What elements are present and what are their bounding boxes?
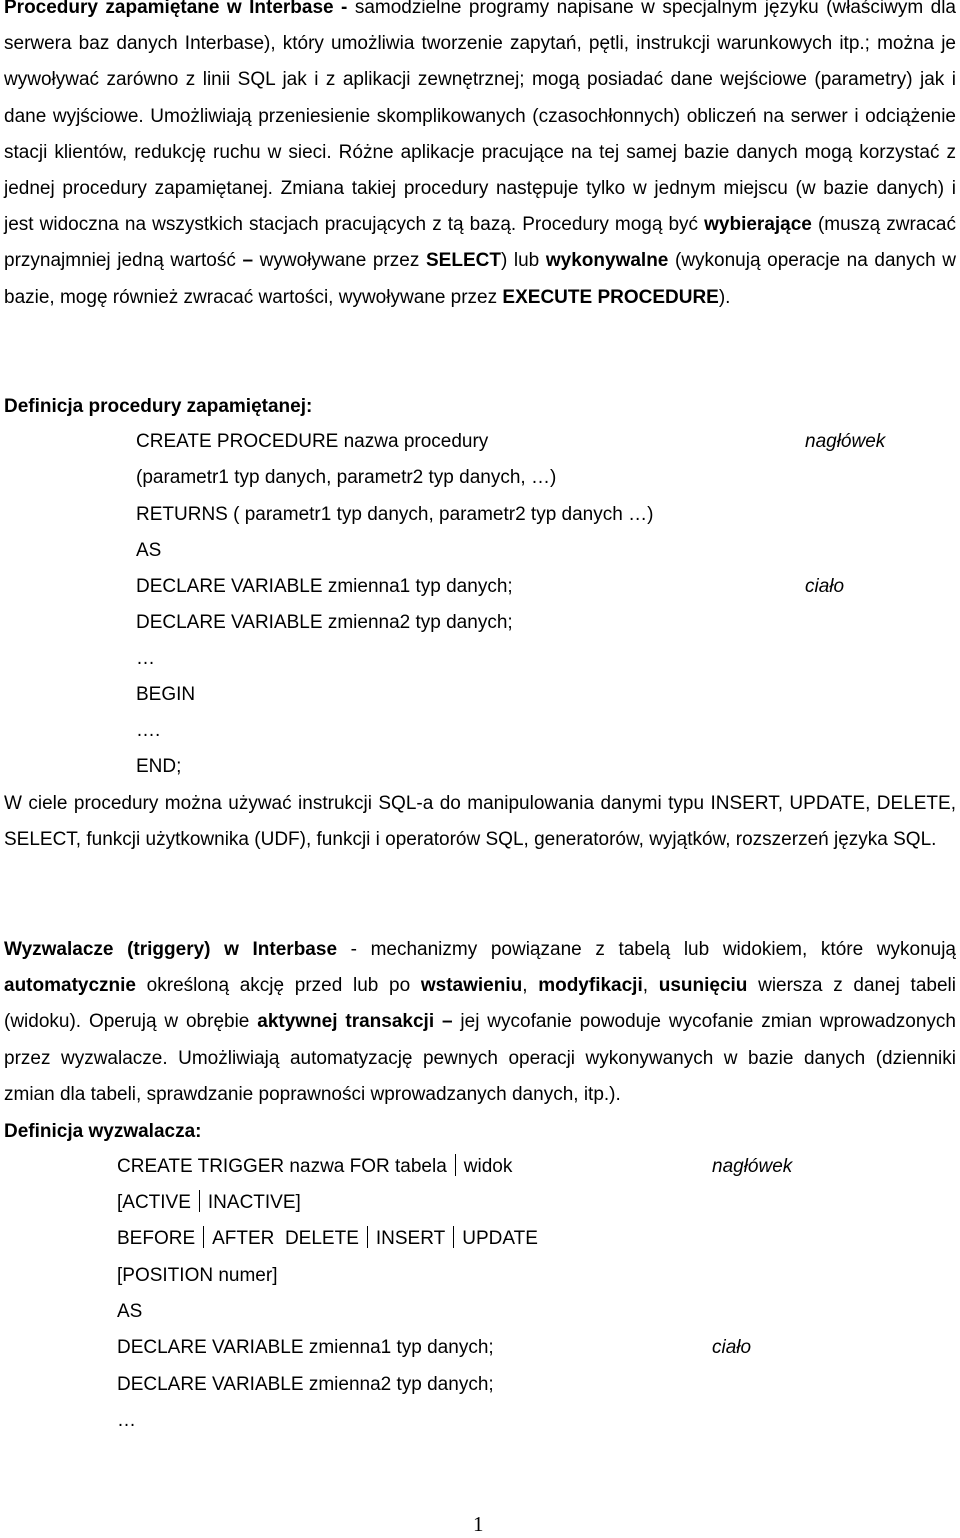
procedures-text-5: (wykonują operacje na danych w bazie, mogę również zwracać wartości, wywoływane przez [4, 250, 956, 308]
separator-bar [367, 1226, 368, 1248]
procedure-code-line: AS [136, 540, 162, 561]
trigger-code-part: BEFORE [117, 1228, 196, 1249]
executable-procedures-term: wykonywalne [545, 250, 669, 272]
procedure-definition-heading: Definicja procedury zapamiętanej: [4, 396, 313, 417]
procedures-term: Procedury zapamiętane w Interbase - [4, 0, 348, 18]
procedure-code-line: …. [136, 720, 161, 741]
separator-bar [455, 1154, 456, 1176]
procedures-text-2: (muszą zwracać przynajmniej jedną wartość [4, 214, 956, 272]
triggers-text-6 [434, 1011, 442, 1032]
trigger-code-line: DECLARE VARIABLE zmienna2 typ danych; [117, 1374, 494, 1395]
separator-bar [453, 1226, 454, 1248]
trigger-code-line [117, 1221, 538, 1257]
automatically-term: automatycznie [4, 975, 136, 997]
procedures-text-1: samodzielne programy napisane w specjalnym języku (właściwym dla serwera baz danych Interbase), który umożliwia tworzenie zapytań, pętli, instrukcji warunkowych itp.; można je wywoływać zarówno z linii SQL jak i z aplikacji zewnętrznej; mogą posiadać dane wejściowe (parametry) jak i dane wyjściowe. Umożliwiają przeniesienie skomplikowanych (czasochłonnych) obliczeń na serwer i odciążenie stacji klientów, redukcję ruchu w sieci. Różne aplikacje pracujące na tej samej bazie danych mogą korzystać z jednej procedury zapamiętanej. Zmiana takiej procedury następuje tylko w jednym miejscu (w bazie danych) i jest widoczna na wszystkich stacjach pracujących z tą bazą. Procedury mogą być [4, 0, 956, 236]
execute-procedure-keyword: EXECUTE PROCEDURE [502, 286, 719, 308]
procedures-text-4: ) lub [500, 250, 546, 272]
trigger-code-part: widok [463, 1156, 513, 1177]
procedure-body-paragraph: W ciele procedury można używać instrukcji SQL-a do manipulowania danymi typu INSERT, UPDATE, DELETE, SELECT, funkcji użytkownika (UDF), funkcji i operatorów SQL, generatorów, wyjątków, rozszerzeń języka SQL. [4, 793, 956, 851]
triggers-text-7: jej wycofanie powoduje wycofanie zmian wprowadzonych przez wyzwalacze. Umożliwiają automatyzację pewnych operacji wykonywanych w bazie danych (dzienniki zmian dla tabeli, sprawdzanie poprawności wprowadzanych danych, itp.). [4, 1011, 956, 1105]
trigger-header-label: nagłówek [712, 1156, 793, 1177]
triggers-dash: – [441, 1011, 453, 1033]
triggers-intro-paragraph [4, 932, 956, 1113]
procedures-intro-paragraph [4, 0, 956, 316]
procedure-body-label: ciało [805, 576, 845, 597]
triggers-text-2: określoną akcję przed lub po [135, 975, 421, 997]
trigger-definition-heading: Definicja wyzwalacza: [4, 1121, 202, 1142]
triggers-text-5: wiersza z danej tabeli (widoku). Operują w obrębie [4, 975, 956, 1033]
triggers-text-4: , [642, 975, 659, 997]
trigger-code-line [117, 1149, 512, 1185]
triggers-term: Wyzwalacze (triggery) w Interbase [4, 939, 338, 960]
trigger-code-part: CREATE TRIGGER nazwa FOR tabela [117, 1156, 447, 1177]
separator-bar [203, 1226, 204, 1248]
active-transaction-term: aktywnej transakcji [257, 1011, 435, 1033]
select-keyword: SELECT [426, 250, 501, 272]
insert-term: wstawieniu [420, 975, 523, 997]
selecting-procedures-term: wybierające [704, 214, 812, 236]
trigger-code-line: [POSITION numer] [117, 1265, 278, 1286]
trigger-code-line: AS [117, 1301, 143, 1322]
trigger-code-line [117, 1185, 301, 1221]
trigger-code-line: … [117, 1410, 136, 1431]
procedures-text-3: wywoływane przez [253, 250, 426, 272]
trigger-body-label: ciało [712, 1337, 752, 1358]
separator-bar [199, 1190, 200, 1212]
procedure-code-line: (parametr1 typ danych, parametr2 typ danych, …) [136, 467, 557, 488]
trigger-code-part: INACTIVE] [207, 1192, 301, 1213]
trigger-code-part: AFTER DELETE [212, 1228, 359, 1249]
procedures-dash: – [242, 250, 254, 272]
procedure-code-line: DECLARE VARIABLE zmienna2 typ danych; [136, 612, 513, 633]
procedure-code-line: … [136, 648, 155, 669]
trigger-code-part: INSERT [375, 1228, 446, 1249]
modify-term: modyfikacji [538, 975, 643, 997]
procedure-code-line: BEGIN [136, 684, 196, 705]
procedure-header-label: nagłówek [805, 431, 886, 452]
delete-term: usunięciu [658, 975, 748, 997]
procedures-text-6: ). [718, 286, 731, 308]
page-number: 1 [473, 1512, 484, 1536]
procedure-code-line: END; [136, 756, 182, 777]
procedure-code-line: DECLARE VARIABLE zmienna1 typ danych; [136, 576, 513, 597]
trigger-code-line: DECLARE VARIABLE zmienna1 typ danych; [117, 1337, 494, 1358]
triggers-text-1: - mechanizmy powiązane z tabelą lub widokiem, które wykonują [337, 939, 956, 960]
trigger-code-part: UPDATE [462, 1228, 538, 1249]
procedure-code-line: RETURNS ( parametr1 typ danych, parametr2 typ danych …) [136, 504, 654, 525]
procedure-code-line: CREATE PROCEDURE nazwa procedury [136, 431, 489, 452]
triggers-text-3: , [522, 975, 539, 997]
trigger-code-part: [ACTIVE [117, 1192, 191, 1213]
